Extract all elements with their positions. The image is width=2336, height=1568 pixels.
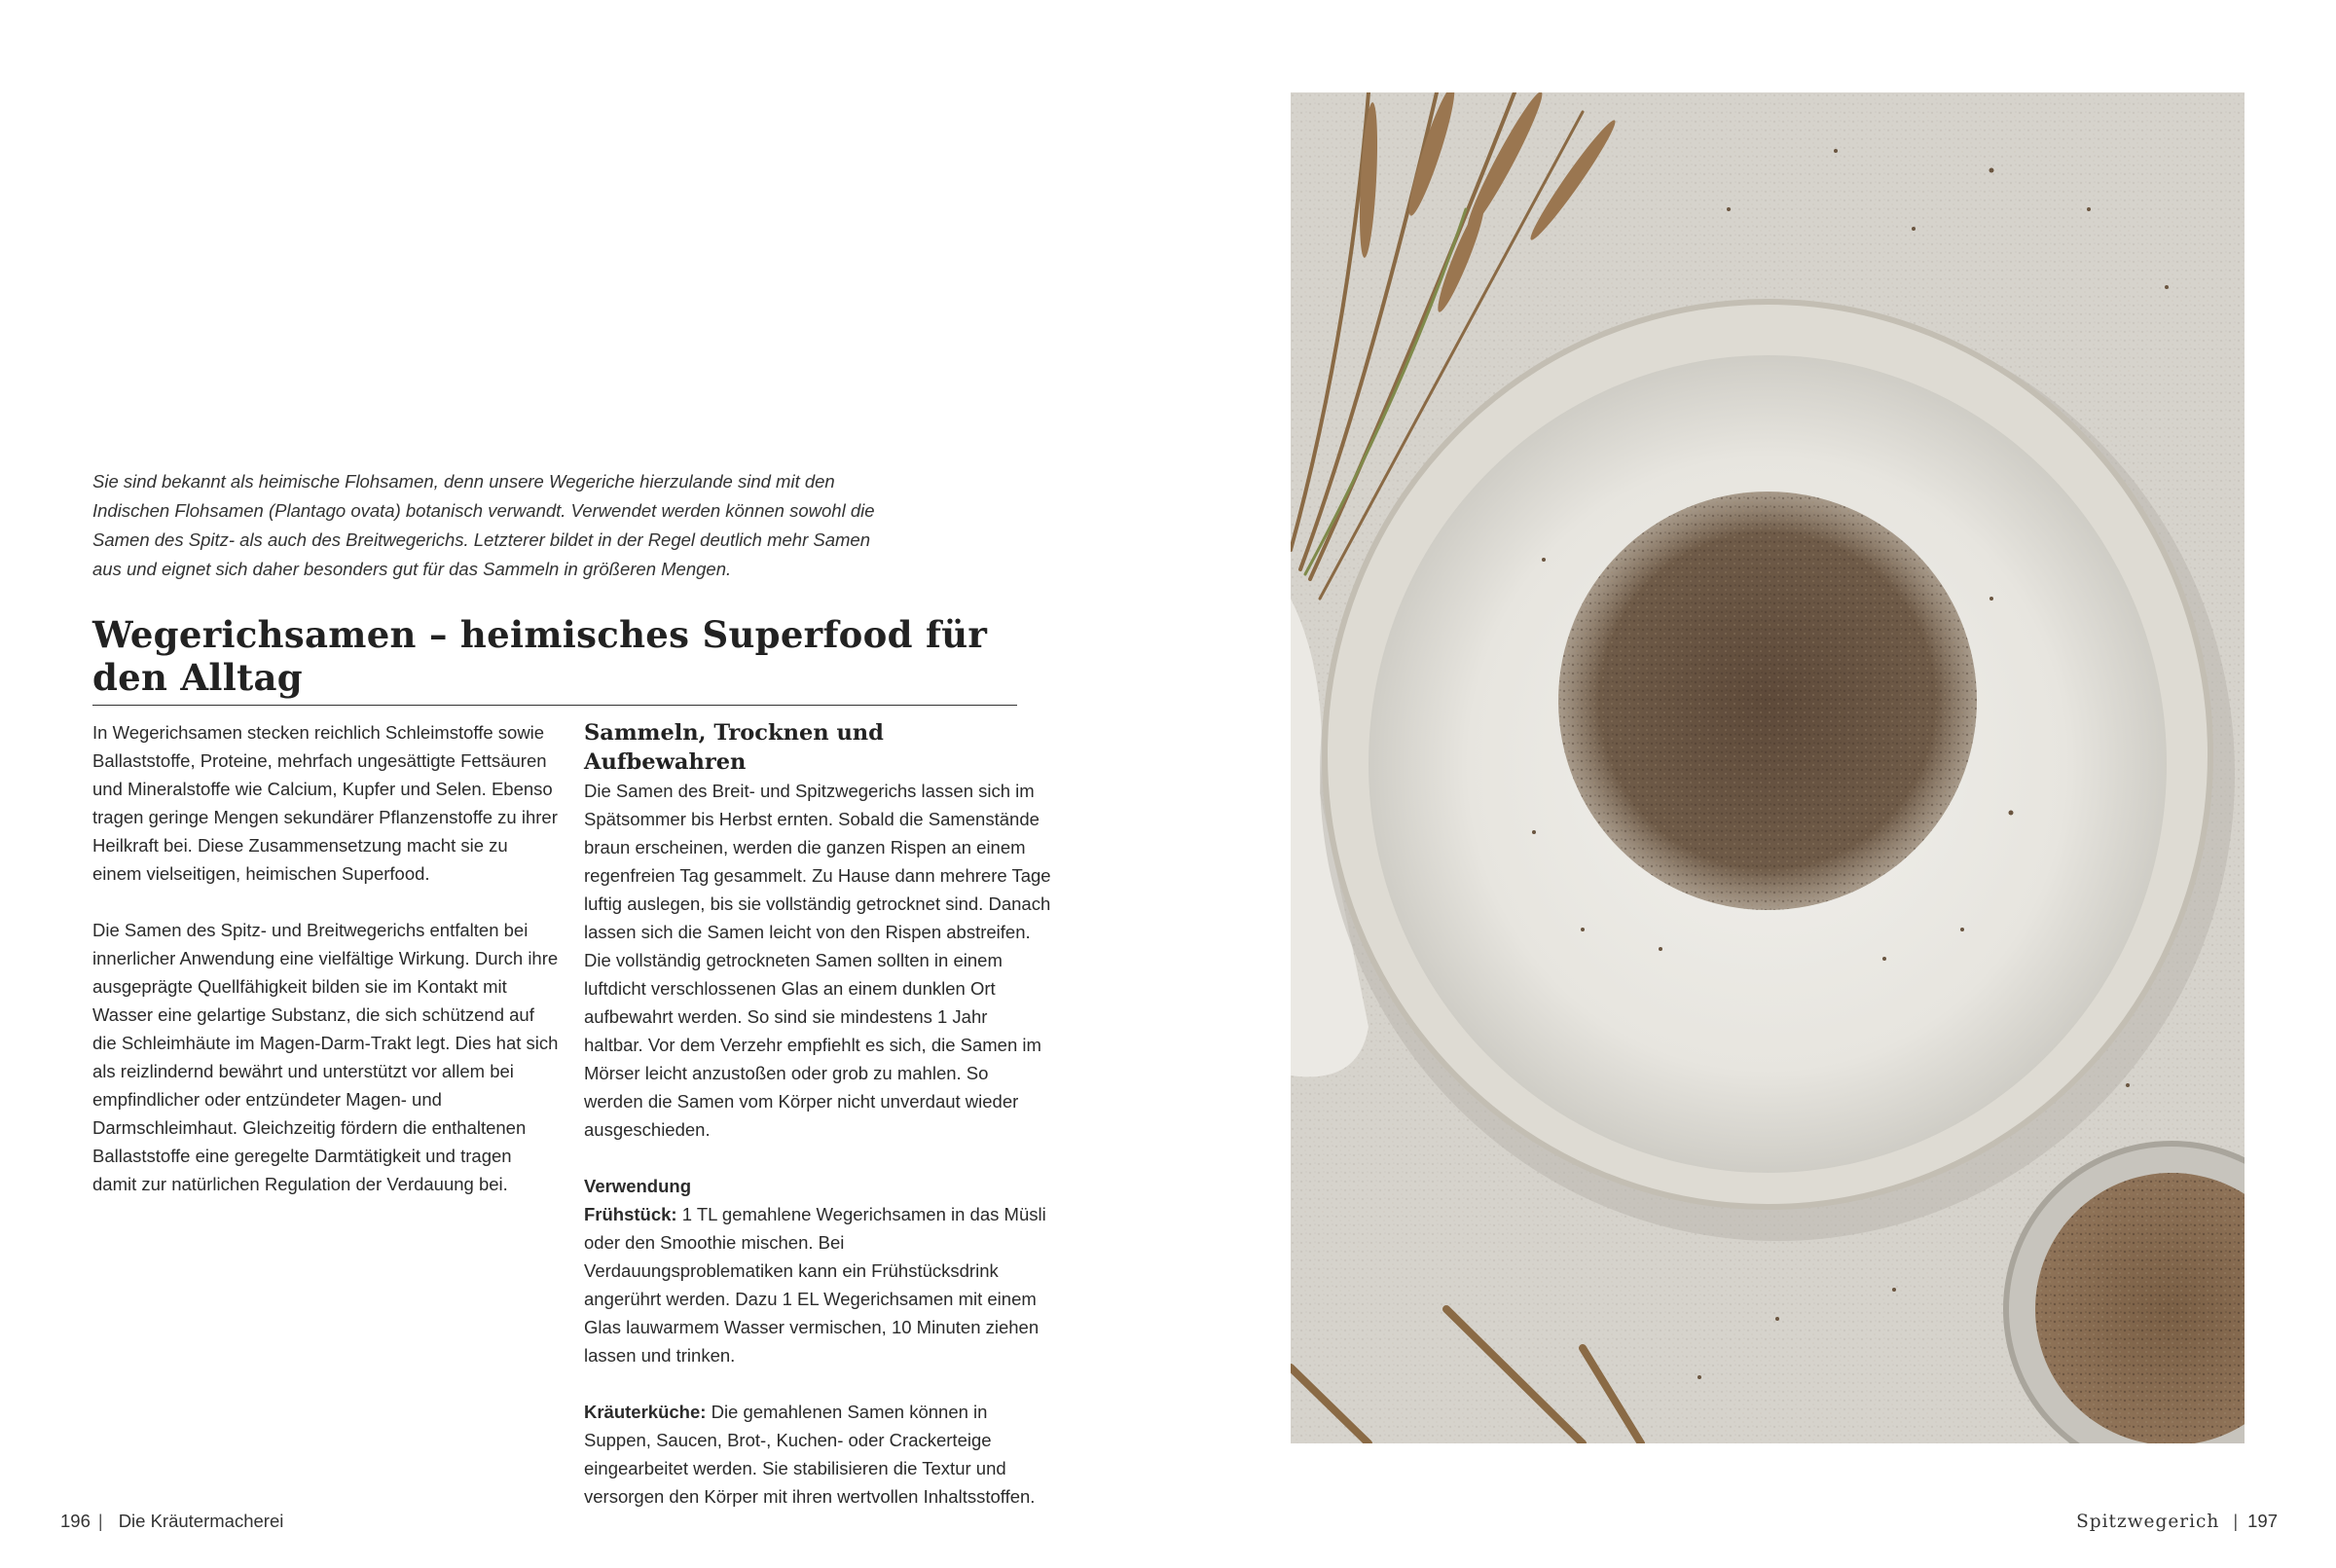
text-column-left xyxy=(92,718,560,1226)
usage-heading: Verwendung xyxy=(584,1176,691,1196)
body-paragraph-1: In Wegerichsamen stecken reichlich Schleimstoffe sowie Ballaststoffe, Proteine, mehrfach ungesättigte Fettsäuren und Mineralstoffe wie Calcium, Kupfer und Selen. Ebenso tragen geringe Mengen sekundärer Pflanzenstoffe zu ihrer Heilkraft bei. Diese Zusammensetzung macht sie zu einem vielseitigen, heimischen Superfood. xyxy=(92,722,558,884)
usage-breakfast-text: 1 TL gemahlene Wegerichsamen in das Müsli oder den Smoothie mischen. Bei Verdauungsproblematiken kann ein Frühstücksdrink angerührt werden. Dazu 1 EL Wegerichsamen mit einem Glas lauwarmem Wasser vermischen, 10 Minuten ziehen lassen und trinken. xyxy=(584,1204,1046,1366)
subheading-collecting: Sammeln, Trocknen und Aufbewahren xyxy=(584,720,884,775)
text-column-right xyxy=(584,718,1051,1539)
book-title: Die Kräutermacherei xyxy=(118,1511,284,1531)
usage-kitchen-text: Die gemahlenen Samen können in Suppen, Saucen, Brot-, Kuchen- oder Crackerteige eingearbeitet werden. Sie stabilisieren die Textur und versorgen den Körper mit ihren wertvollen Inhaltsstoffen. xyxy=(584,1402,1036,1507)
footer-right xyxy=(2076,1511,2278,1532)
body-paragraph-3: Die Samen des Breit- und Spitzwegerichs lassen sich im Spätsommer bis Herbst ernten. Sobald die Samenstände braun erscheinen, werden die ganzen Rispen an einem regenfreien Tag gesammelt. Zu Hause dann mehrere Tage luftig auslegen, bis sie vollständig getrocknet sind. Danach lassen sich die Samen leicht von den Rispen abstreifen. Die vollständig getrockneten Samen sollten in einem luftdicht verschlossenen Glas an einem dunklen Ort aufbewahrt werden. So sind sie mindestens 1 Jahr haltbar. Vor dem Verzehr empfiehlt es sich, die Samen im Mörser leicht anzustoßen oder grob zu mahlen. So werden die Samen vom Körper nicht unverdaut wieder ausgeschieden. xyxy=(584,781,1051,1140)
plantain-seeds-photo xyxy=(1291,92,2245,1443)
running-section-title: Spitzwegerich xyxy=(2076,1512,2220,1532)
intro-paragraph: Sie sind bekannt als heimische Flohsamen, denn unsere Wegeriche hierzulande sind mit den Indischen Flohsamen (Plantago ovata) botanisch verwandt. Verwendet werden können sowohl die Samen des Spitz- als auch des Breitwegerichs. Letzterer bildet in der Regel deutlich mehr Samen aus und eignet sich daher besonders gut für das Sammeln in größeren Mengen. xyxy=(92,471,875,579)
page-number-right: 197 xyxy=(2247,1511,2278,1531)
footer-separator-left: | xyxy=(97,1511,103,1531)
footer-left xyxy=(60,1511,283,1532)
usage-kitchen xyxy=(584,1398,1051,1511)
usage-breakfast-label: Frühstück: xyxy=(584,1204,677,1224)
photo-illustration xyxy=(1291,92,2245,1443)
section-heading: Wegerichsamen – heimisches Superfood für den Alltag xyxy=(92,613,1017,706)
footer-separator-right: | xyxy=(2233,1511,2239,1531)
usage-kitchen-label: Kräuterküche: xyxy=(584,1402,707,1422)
body-paragraph-2: Die Samen des Spitz- und Breitwegerichs entfalten bei innerlicher Anwendung eine vielfältige Wirkung. Durch ihre ausgeprägte Quellfähigkeit bilden sie im Kontakt mit Wasser eine gelartige Substanz, die sich schützend auf die Schleimhäute im Magen-Darm-Trakt legt. Dies hat sich als reizlindernd bewährt und unterstützt vor allem bei empfindlicher oder entzündeter Magen- und Darmschleimhaut. Gleichzeitig fördern die enthaltenen Ballaststoffe eine geregelte Darmtätigkeit und tragen damit zur natürlichen Regulation der Verdauung bei. xyxy=(92,920,559,1194)
page-number-left: 196 xyxy=(60,1511,91,1531)
usage-breakfast xyxy=(584,1200,1051,1369)
